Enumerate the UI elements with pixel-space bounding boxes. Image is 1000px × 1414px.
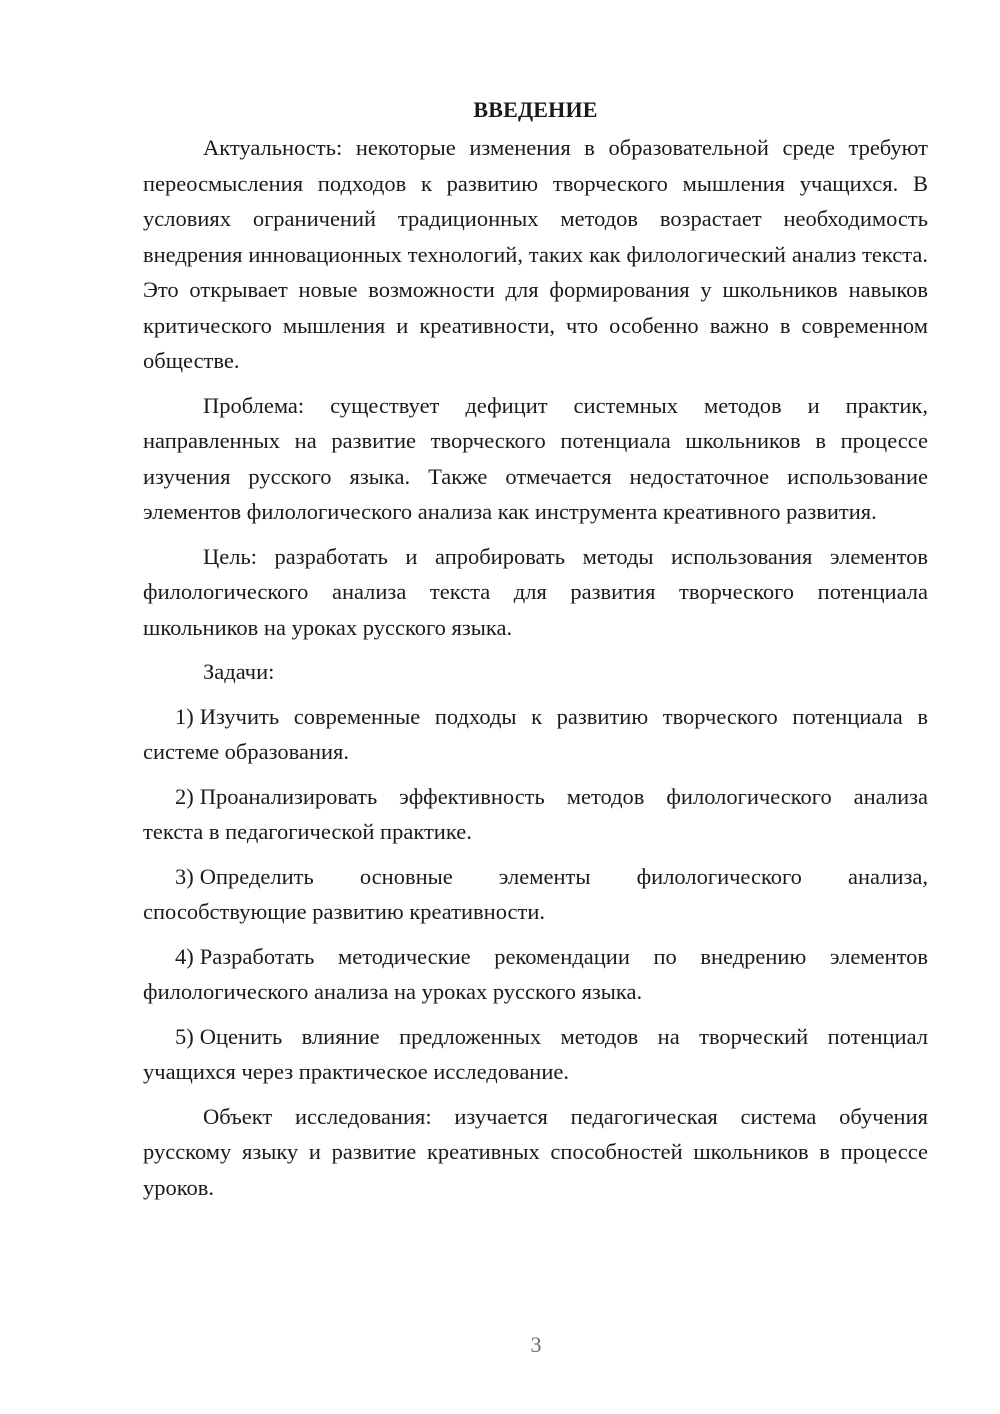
- task-text: Проанализировать эффективность методов филологического анализа текста в педагогической практике.: [143, 783, 928, 844]
- task-item: [143, 859, 928, 930]
- relevance-paragraph: Актуальность: некоторые изменения в образовательной среде требуют переосмысления подходов к развитию творческого мышления учащихся. В условиях ограничений традиционных методов возрастает необходимость внедрения инновационных технологий, таких как филологический анализ текста. Это открывает новые возможности для формирования у школьников навыков критического мышления и креативности, что особенно важно в современном обществе.: [143, 135, 928, 373]
- task-number: 4): [175, 943, 194, 969]
- task-number: 1): [175, 703, 194, 729]
- page-heading: ВВЕДЕНИЕ: [473, 97, 598, 122]
- task-number: 2): [175, 783, 194, 809]
- task-item: [143, 939, 928, 1010]
- task-item: [143, 699, 928, 770]
- task-number: 3): [175, 863, 194, 889]
- document-page: [143, 92, 928, 1214]
- goal-paragraph: Цель: разработать и апробировать методы использования элементов филологического анализа текста для развития творческого потенциала школьников на уроках русского языка.: [143, 543, 928, 640]
- problem-paragraph: Проблема: существует дефицит системных методов и практик, направленных на развитие творческого потенциала школьников в процессе изучения русского языка. Также отмечается недостаточное использование элементов филологического анализа как инструмента креативного развития.: [143, 392, 928, 524]
- task-text: Изучить современные подходы к развитию творческого потенциала в системе образования.: [143, 703, 928, 764]
- tasks-label: Задачи:: [203, 659, 275, 684]
- task-number: 5): [175, 1023, 194, 1049]
- task-text: Оценить влияние предложенных методов на творческий потенциал учащихся через практическое исследование.: [143, 1023, 928, 1084]
- task-item: [143, 1019, 928, 1090]
- page-number: 3: [530, 1332, 542, 1357]
- task-text: Определить основные элементы филологического анализа, способствующие развитию креативности.: [143, 863, 928, 924]
- task-text: Разработать методические рекомендации по внедрению элементов филологического анализа на уроках русского языка.: [143, 943, 928, 1004]
- task-item: [143, 779, 928, 850]
- object-paragraph: Объект исследования: изучается педагогическая система обучения русскому языку и развитие креативных способностей школьников в процессе уроков.: [143, 1103, 928, 1200]
